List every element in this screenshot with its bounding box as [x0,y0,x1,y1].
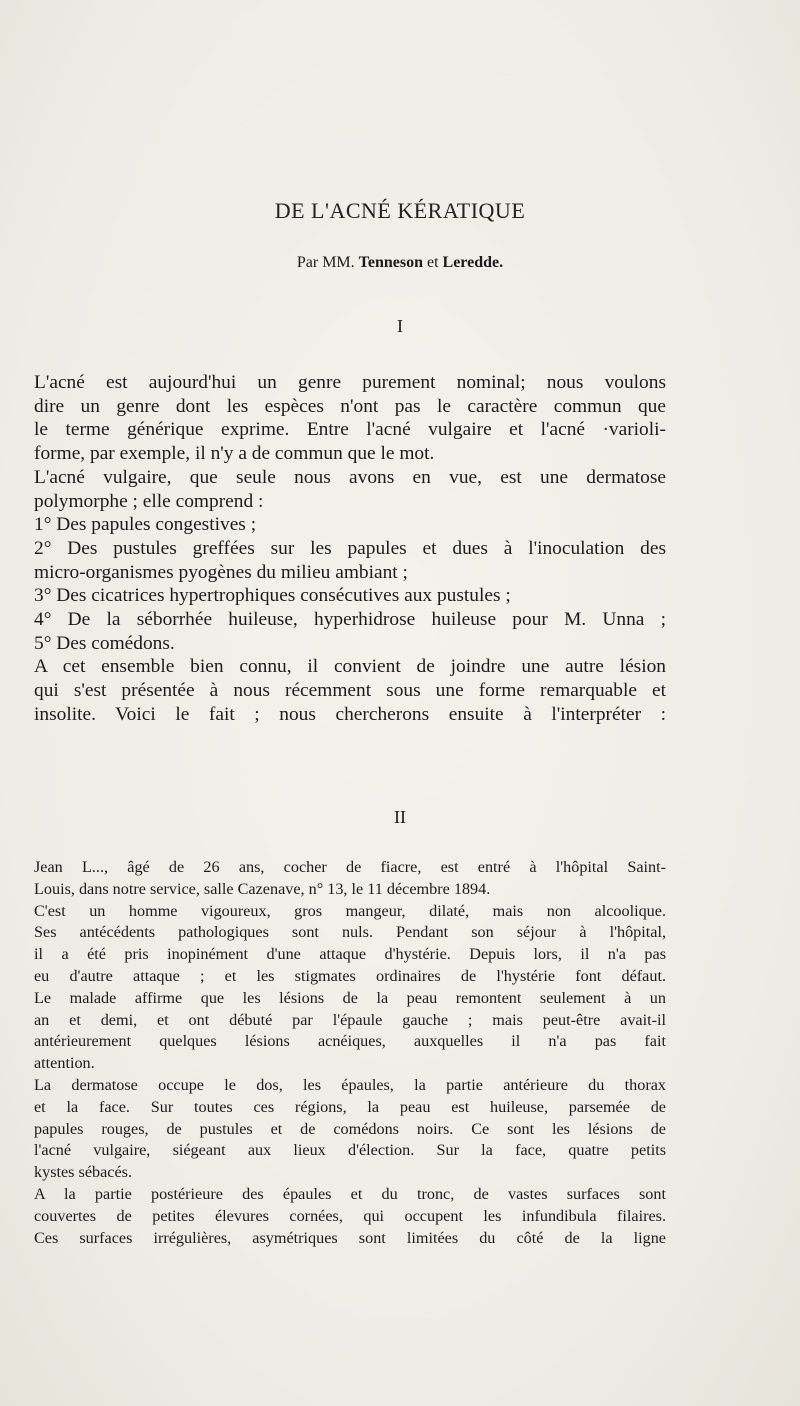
text-line: forme, par exemple, il n'y a de commun que le mot. [34,443,435,465]
list-item: 3° Des cicatrices hypertrophiques consécutives aux pustules ; [34,585,511,607]
text-line: Louis, dans notre service, salle Cazenave, n° 13, le 11 décembre 1894. [34,879,491,898]
author-name-1: Tenneson [358,254,423,271]
text-line: qui s'est présentée à nous récemment sous une forme remarquable et [34,680,666,702]
section-2-text [34,857,666,1249]
text-line: eu d'autre attaque ; et les stigmates ordinaires de l'hystérie font défaut. [34,966,666,985]
text-line: le terme générique exprime. Entre l'acné vulgaire et l'acné ·varioli- [34,419,666,441]
list-item: 1° Des papules congestives ; [34,514,257,536]
text-line: antérieurement quelques lésions acnéiques, auxquelles il n'a pas fait [34,1032,666,1051]
text-line: dire un genre dont les espèces n'ont pas le caractère commun que [34,395,666,417]
section-numeral-1: I [397,316,403,336]
text-line: polymorphe ; elle comprend : [34,490,264,512]
text-line: C'est un homme vigoureux, gros mangeur, dilaté, mais non alcoolique. [34,901,666,920]
section-1-text [34,371,666,727]
authors-conjunction: et [426,254,439,271]
text-line: il a été pris inopinément d'une attaque d'hystérie. Depuis lors, il n'a pas [34,945,666,964]
author-name-2: Leredde. [442,254,504,271]
text-line: insolite. Voici le fait ; nous chercherons ensuite à l'interpréter : [34,703,666,725]
text-line: La dermatose occupe le dos, les épaules, la partie antérieure du thorax [34,1075,666,1094]
text-line: couvertes de petites élevures cornées, qui occupent les infundibula filaires. [34,1206,666,1225]
text-line: A cet ensemble bien connu, il convient de joindre une autre lésion [34,656,666,678]
text-line: L'acné vulgaire, que seule nous avons en vue, est une dermatose [34,466,666,488]
text-line: Ses antécédents pathologiques sont nuls. Pendant son séjour à l'hôpital, [34,923,666,942]
list-item: 5° Des comédons. [34,632,175,654]
text-line: micro-organismes pyogènes du milieu ambiant ; [34,561,408,583]
text-line: kystes sébacés. [34,1163,132,1182]
text-line: Jean L..., âgé de 26 ans, cocher de fiacre, est entré à l'hôpital Saint- [34,858,666,876]
list-item: 4° De la séborrhée huileuse, hyperhidrose huileuse pour M. Unna ; [34,609,666,631]
list-item: 2° Des pustules greffées sur les papules et dues à l'inoculation des [34,537,666,559]
text-line: an et demi, et ont débuté par l'épaule gauche ; mais peut-être avait-il [34,1010,666,1029]
text-line: l'acné vulgaire, siégeant aux lieux d'élection. Sur la face, quatre petits [34,1141,666,1160]
author-line [0,254,800,272]
section-numeral-2: II [394,807,406,827]
authors-prefix: Par MM. [296,254,355,271]
text-line: papules rouges, de pustules et de comédons noirs. Ce sont les lésions de [34,1119,666,1138]
text-line: attention. [34,1054,95,1073]
text-line: L'acné est aujourd'hui un genre purement nominal; nous voulons [34,372,666,393]
text-line: et la face. Sur toutes ces régions, la peau est huileuse, parsemée de [34,1097,666,1116]
text-line: A la partie postérieure des épaules et du tronc, de vastes surfaces sont [34,1184,666,1203]
text-line: Le malade affirme que les lésions de la peau remontent seulement à un [34,988,666,1007]
text-line: Ces surfaces irrégulières, asymétriques sont limitées du côté de la ligne [34,1228,666,1247]
article-title: DE L'ACNÉ KÉRATIQUE [274,198,526,223]
